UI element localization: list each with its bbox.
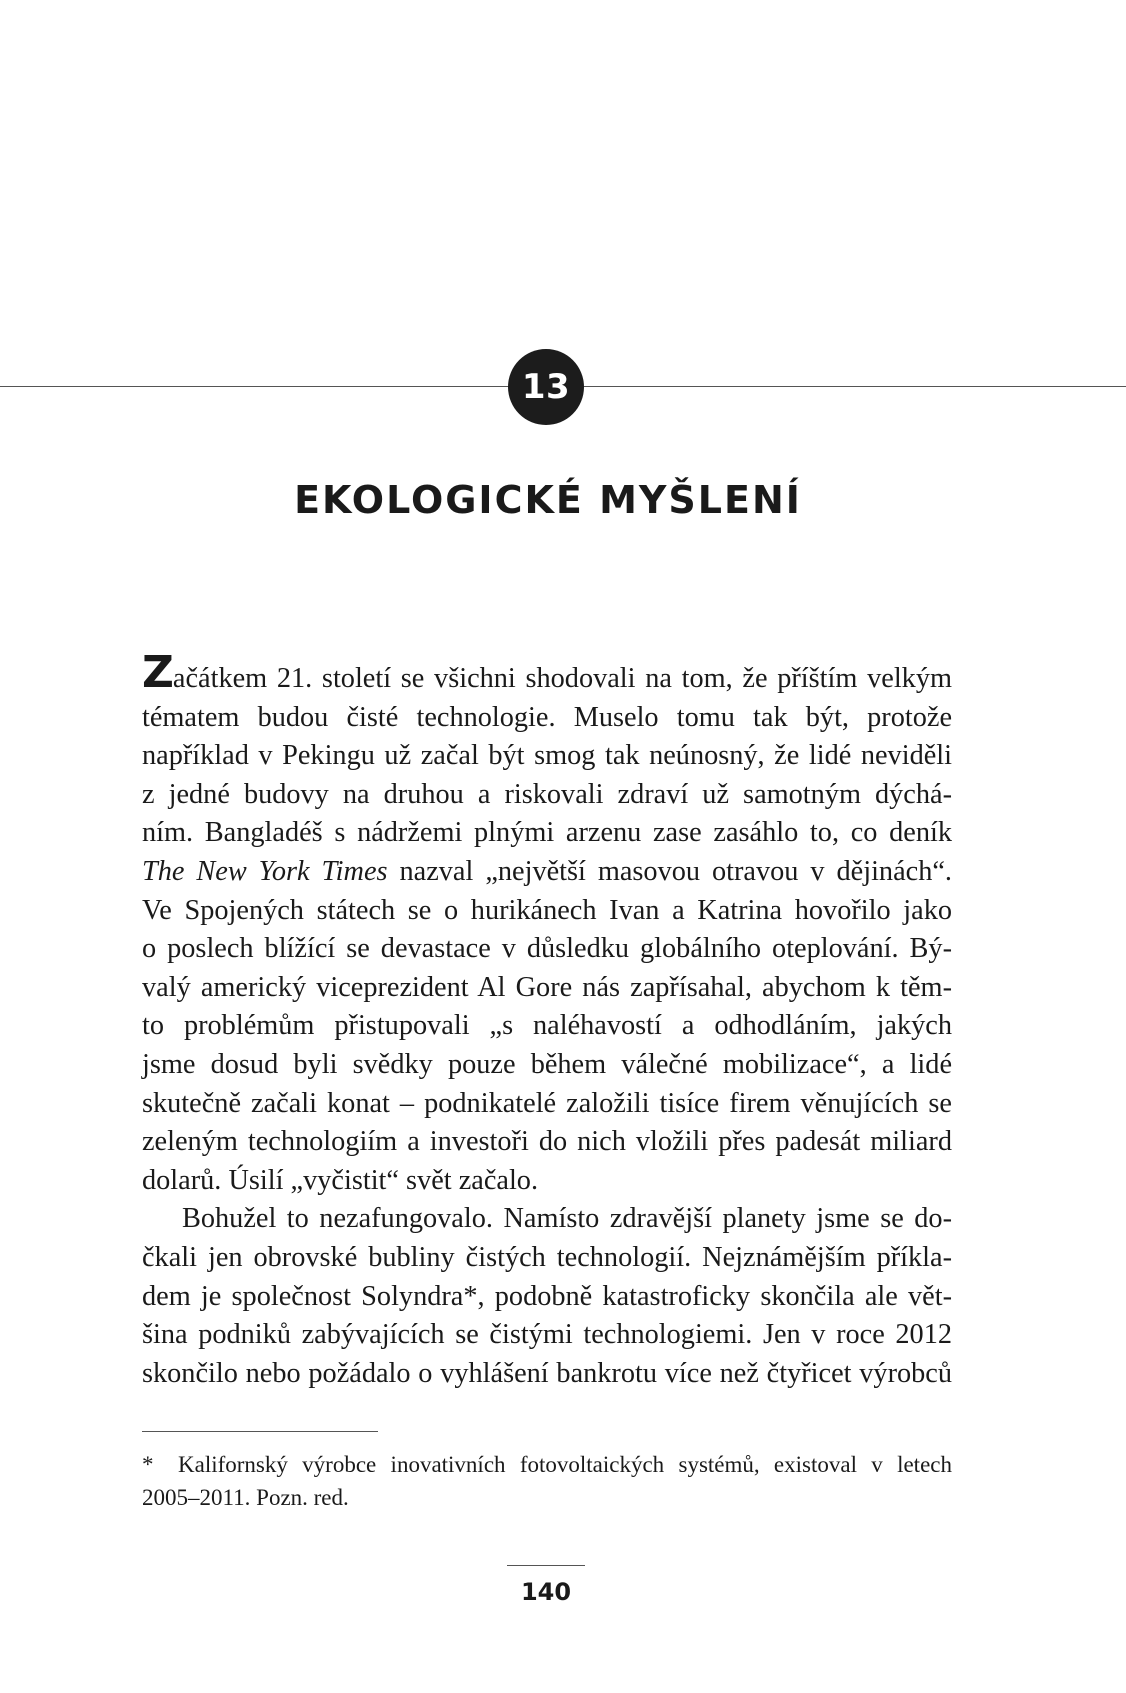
chapter-number-badge: 13 <box>508 349 584 425</box>
footnote-divider <box>142 1431 378 1432</box>
footnote-line: * Kalifornský výrobce inovativních fotovoltaických systémů, existoval v letech <box>142 1448 952 1481</box>
paragraph-1 <box>142 647 952 1200</box>
text-line: Ve Spojených státech se o hurikánech Ivan a Katrina hovořilo jako <box>142 894 952 926</box>
text-line: skončilo nebo požádalo o vyhlášení bankrotu více než čtyřicet výrobců <box>142 1357 952 1389</box>
text-line: šina podniků zabývajících se čistými technologiemi. Jen v roce 2012 <box>142 1319 952 1351</box>
body-text <box>142 647 952 1393</box>
text-line: z jedné budovy na druhou a riskovali zdraví už samotným dýchá- <box>142 778 952 810</box>
text-line: například v Pekingu už začal být smog tak neúnosný, že lidé neviděli <box>142 740 952 772</box>
newspaper-title: The New York Times <box>142 855 388 887</box>
text-line: tématem budou čisté technologie. Muselo tomu tak být, protože <box>142 701 952 733</box>
text-line: Začátkem 21. století se všichni shodovali na tom, že příštím velkým <box>142 647 952 698</box>
drop-cap: Z <box>142 647 173 698</box>
paragraph-2 <box>142 1200 952 1393</box>
text-line: o poslech blížící se devastace v důsledku globálního oteplování. Bý- <box>142 933 952 965</box>
footnote <box>142 1448 952 1514</box>
text-line: zeleným technologiím a investoři do nich vložili přes padesát miliard <box>142 1126 952 1158</box>
text-line: čkali jen obrovské bubliny čistých technologií. Nejznámějším příkla- <box>142 1241 952 1273</box>
text-line: skutečně začali konat – podnikatelé založili tisíce firem věnujících se <box>142 1087 952 1119</box>
text-line: jsme dosud byli svědky pouze během válečné mobilizace“, a lidé <box>142 1048 952 1080</box>
text-line: dem je společnost Solyndra*, podobně katastroficky skončila ale vět- <box>142 1280 952 1312</box>
footnote-mark: * <box>142 1452 154 1477</box>
text-line: valý americký viceprezident Al Gore nás zapřísahal, abychom k těm- <box>142 971 952 1003</box>
text-line: dolarů. Úsilí „vyčistit“ svět začalo. <box>142 1164 539 1196</box>
page-number-rule <box>507 1565 585 1566</box>
text-line: Bohužel to nezafungovalo. Namísto zdravější planety jsme se do- <box>182 1203 952 1235</box>
text-line: ním. Bangladéš s nádržemi plnými arzenu zase zasáhlo to, co deník <box>142 817 952 849</box>
text-line: The New York Times nazval „největší masovou otravou v dějinách“. <box>142 855 952 887</box>
page-number: 140 <box>520 1578 572 1606</box>
text-line: to problémům přistupovali „s naléhavostí a odhodláním, jakých <box>142 1010 952 1042</box>
footnote-line: 2005–2011. Pozn. red. <box>142 1485 349 1510</box>
chapter-title: EKOLOGICKÉ MYŠLENÍ <box>294 478 802 522</box>
